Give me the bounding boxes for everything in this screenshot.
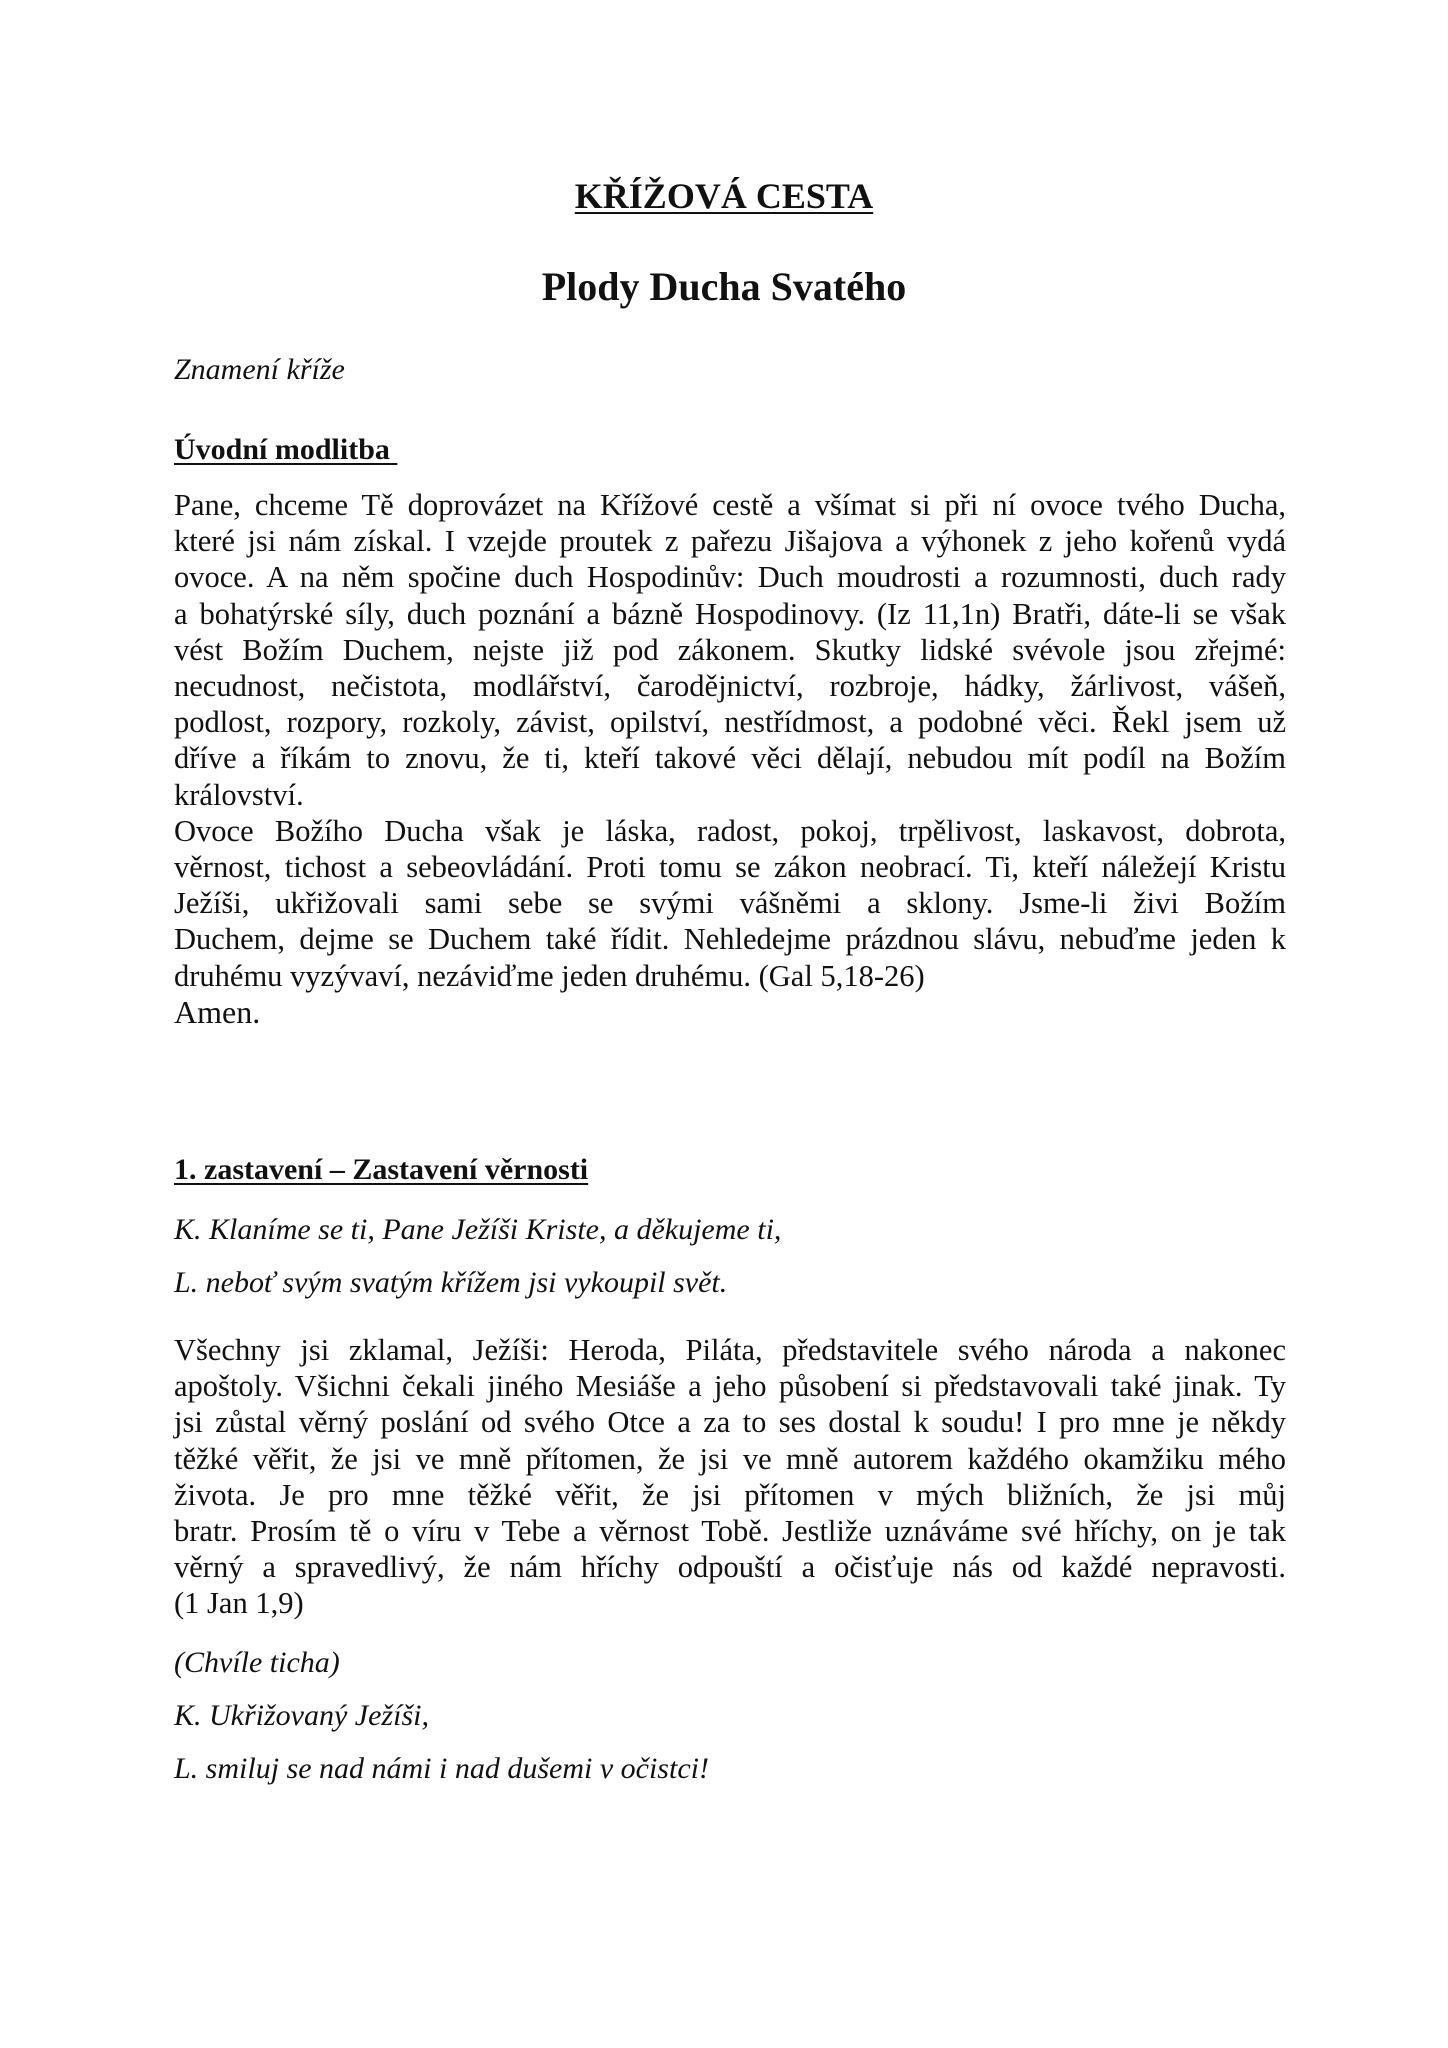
text-line: bratr. Prosím tě o víru v Tebe a věrnost Tobě. Jestliže uznáváme své hříchy, on je tak	[174, 1514, 1286, 1549]
text-line: a bohatýrské síly, duch poznání a bázně Hospodinovy. (Iz 11,1n) Bratři, dáte-li se však	[174, 596, 1286, 631]
text-line: Pane, chceme Tě doprovázet na Křížové cestě a všímat si při ní ovoce tvého Ducha,	[174, 488, 1286, 522]
text-line: necudnost, nečistota, modlářství, čarodějnictví, rozbroje, hádky, žárlivost, vášeň,	[174, 669, 1286, 704]
text-line: věrnost, tichost a sebeovládání. Proti tomu se zákon neobrací. Ti, kteří náležejí Kristu	[174, 850, 1286, 885]
station-1-heading: 1. zastavení – Zastavení věrnosti	[174, 1153, 589, 1186]
text-line: věrný a spravedlivý, že nám hříchy odpouští a očisťuje nás od každé nepravosti.	[174, 1550, 1286, 1585]
document-title: KŘÍŽOVÁ CESTA	[574, 176, 874, 216]
text-line: Všechny jsi zklamal, Ježíši: Heroda, Piláta, představitele svého národa a nakonec	[174, 1333, 1286, 1367]
closing-response: L. smiluj se nad námi i nad dušemi v očistci!	[174, 1752, 709, 1785]
text-line: které jsi nám získal. I vzejde proutek z pařezu Jišajova a výhonek z jeho kořenů vydá	[174, 524, 1286, 559]
amen-line: Amen.	[174, 993, 261, 1030]
opening-prayer-heading: Úvodní modlitba	[174, 433, 398, 466]
station-1-meditation	[174, 1332, 1286, 1622]
text-line: Ježíši, ukřižovali sami sebe se svými vášněmi a sklony. Jsme-li živi Božím	[174, 886, 1286, 921]
text-line: ovoce. A na něm spočine duch Hospodinův: Duch moudrosti a rozumnosti, duch rady	[174, 560, 1286, 595]
station-1-response: L. neboť svým svatým křížem jsi vykoupil svět.	[174, 1266, 728, 1299]
text-line: života. Je pro mne těžké věřit, že jsi přítomen v mých bližních, že jsi můj	[174, 1477, 1286, 1512]
text-line: apoštoly. Všichni čekali jiného Mesiáše a jeho působení si představovali také jinak. Ty	[174, 1369, 1286, 1404]
station-1-versicle: K. Klaníme se ti, Pane Ježíši Kriste, a děkujeme ti,	[174, 1213, 782, 1246]
text-line: podlost, rozpory, rozkoly, závist, opilství, nestřídmost, a podobné věci. Řekl jsem už	[174, 705, 1286, 740]
text-line: království.	[174, 777, 304, 812]
text-line: druhému vyzývaví, nezáviďme jeden druhému. (Gal 5,18-26)	[174, 958, 925, 993]
text-line: dříve a říkám to znovu, že ti, kteří takové věci dělají, nebudou mít podíl na Božím	[174, 741, 1286, 776]
opening-prayer-text	[174, 487, 1286, 1030]
text-line: jsi zůstal věrný poslání od svého Otce a za to ses dostal k soudu! I pro mne je někdy	[174, 1405, 1286, 1440]
text-line: vést Božím Duchem, nejste již pod zákonem. Skutky lidské svévole jsou zřejmé:	[174, 632, 1286, 667]
document-subtitle: Plody Ducha Svatého	[541, 264, 907, 309]
closing-versicle: K. Ukřižovaný Ježíši,	[174, 1699, 429, 1732]
text-line: Duchem, dejme se Duchem také řídit. Nehledejme prázdnou slávu, nebuďme jeden k	[174, 922, 1286, 957]
text-line: (1 Jan 1,9)	[174, 1586, 304, 1621]
silence-note: (Chvíle ticha)	[174, 1646, 340, 1679]
text-line: Ovoce Božího Ducha však je láska, radost, pokoj, trpělivost, laskavost, dobrota,	[174, 813, 1286, 848]
text-line: těžké věřit, že jsi ve mně přítomen, že jsi ve mně autorem každého okamžiku mého	[174, 1441, 1286, 1476]
sign-of-cross-label: Znamení kříže	[174, 353, 345, 386]
